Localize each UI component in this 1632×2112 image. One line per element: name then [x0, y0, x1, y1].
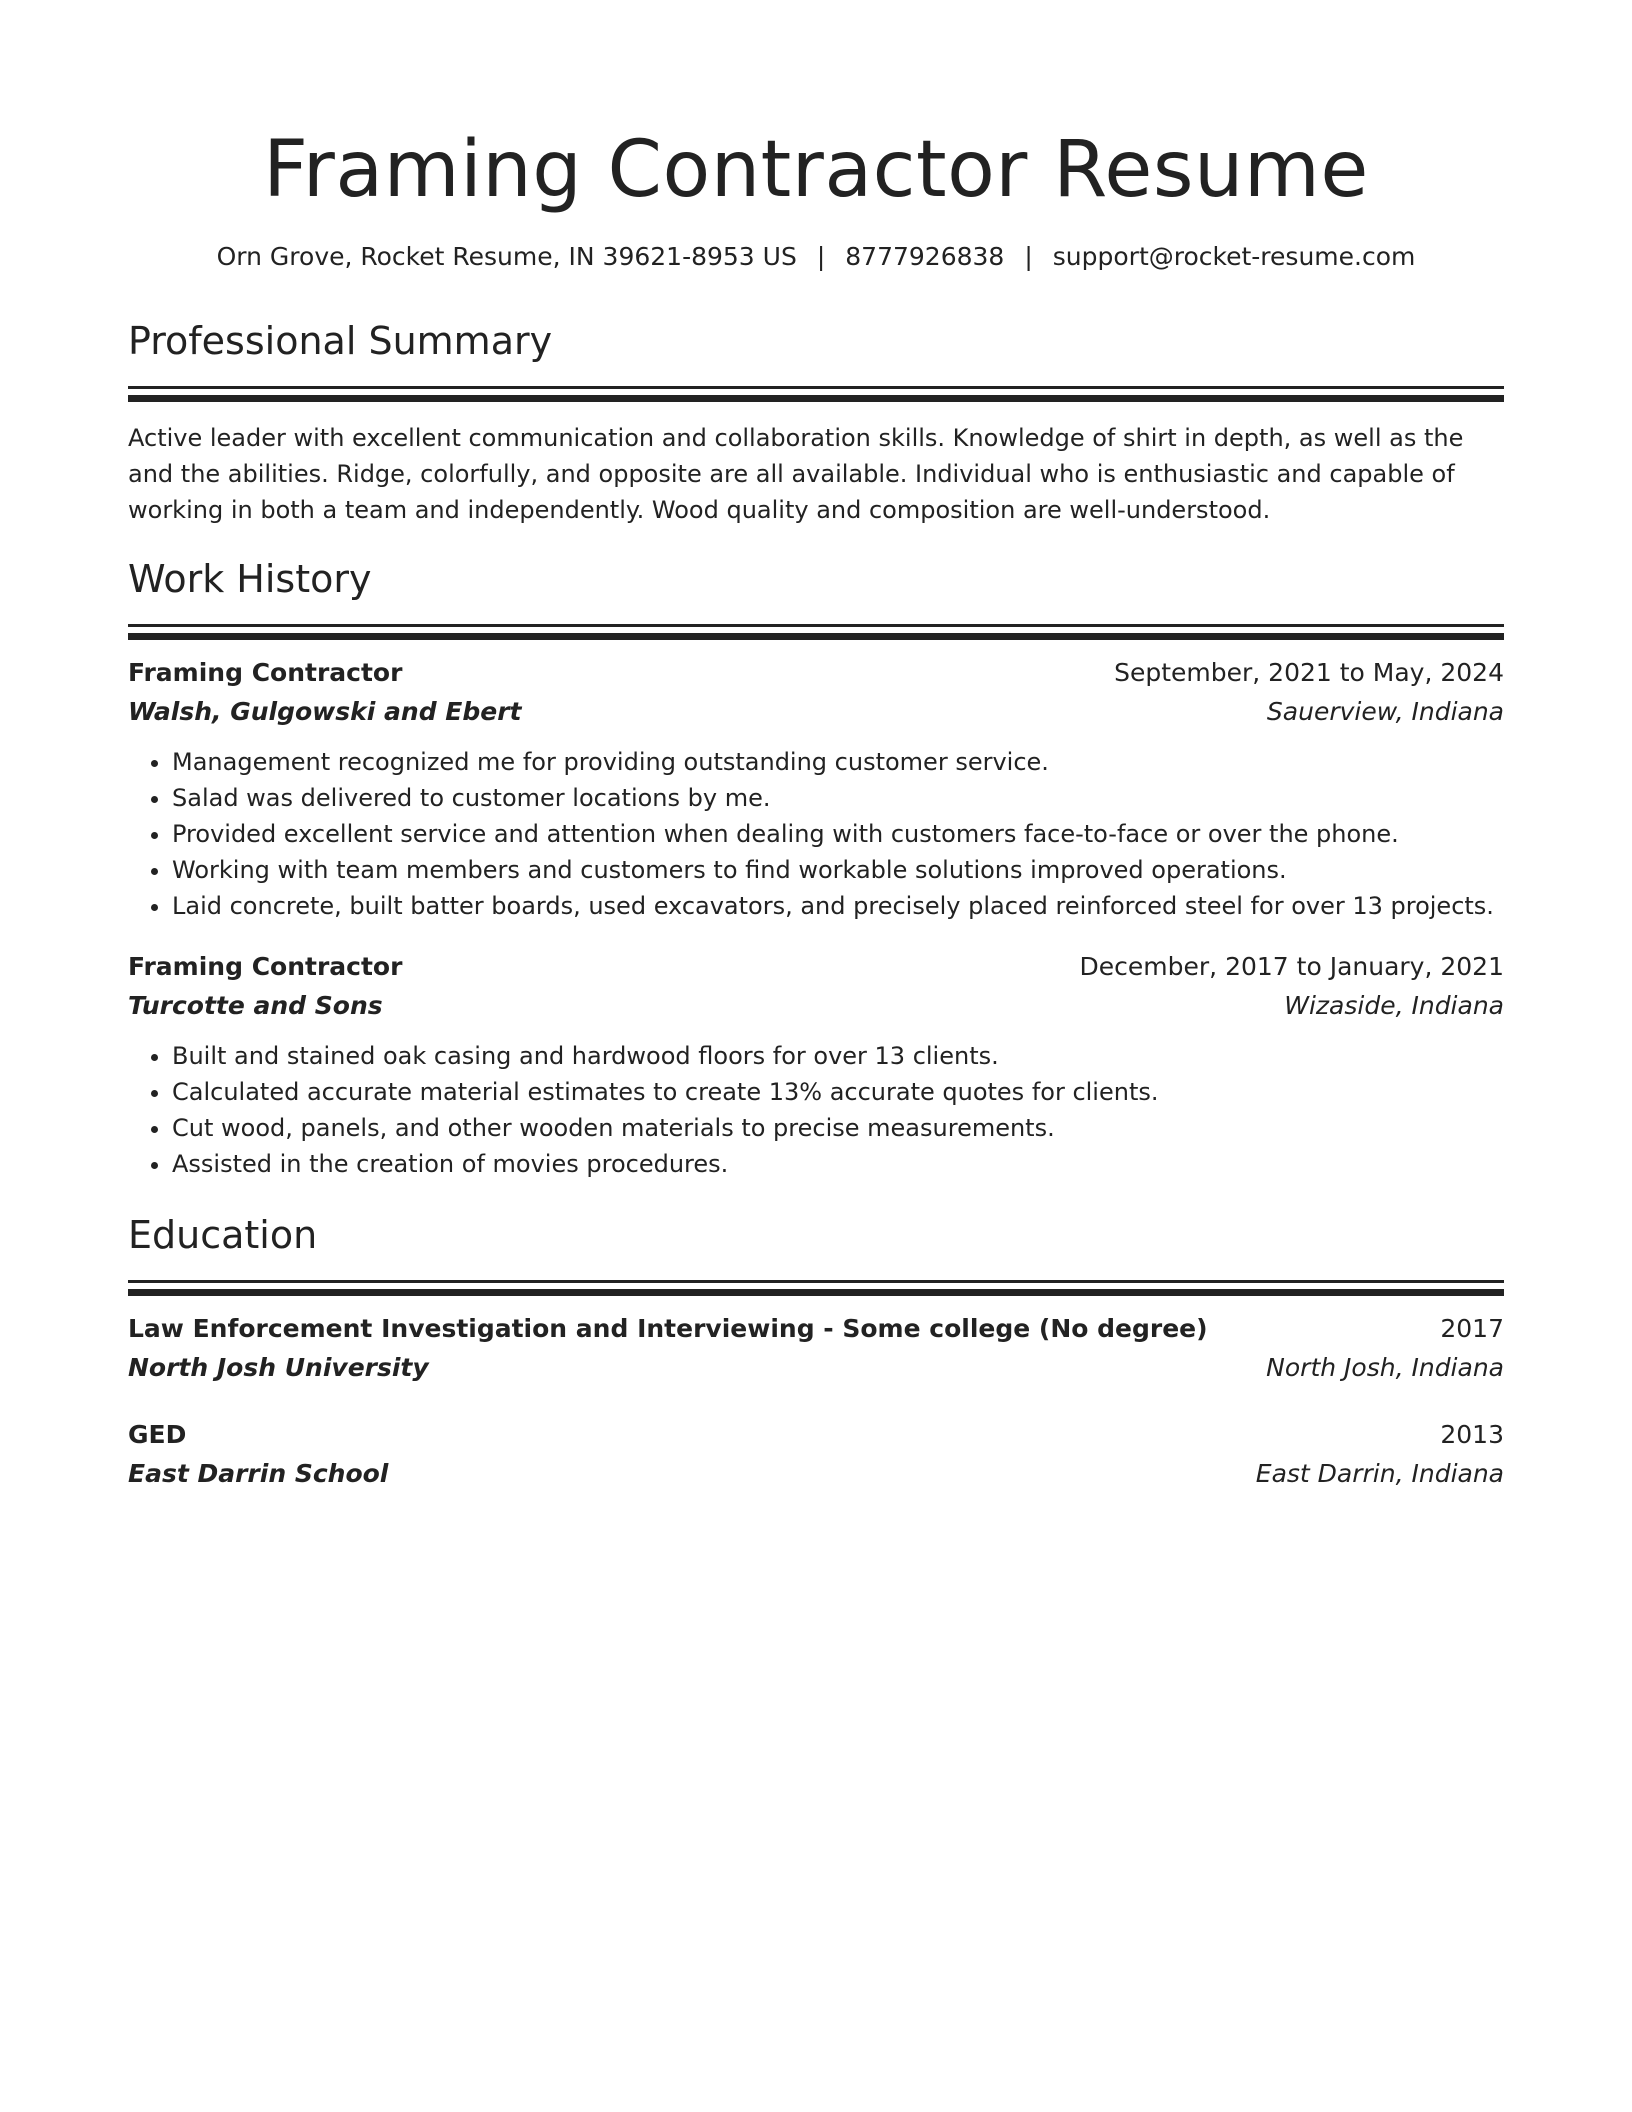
- job-title: Framing Contractor: [128, 658, 403, 687]
- job-header-row: [128, 948, 1504, 986]
- education-year: 2017: [1440, 1314, 1504, 1343]
- job-dates: September, 2021 to May, 2024: [1114, 658, 1504, 687]
- section-title-work: Work History: [128, 557, 372, 601]
- section-divider-thick: [128, 1289, 1504, 1296]
- job-bullet: • Management recognized me for providing outstanding customer service.: [172, 744, 1504, 780]
- section-title-education: Education: [128, 1213, 318, 1257]
- education-school: East Darrin School: [128, 1459, 389, 1488]
- job-entry: [128, 948, 1504, 1182]
- professional-summary-section: [128, 316, 1504, 528]
- education-entry: [128, 1416, 1504, 1494]
- contact-line: [128, 240, 1504, 274]
- job-bullet: • Provided excellent service and attention when dealing with customers face-to-face or over the phone.: [172, 816, 1504, 852]
- resume-title: Framing Contractor Resume: [263, 125, 1369, 215]
- job-entry: [128, 654, 1504, 924]
- section-divider-thin: [128, 1280, 1504, 1283]
- section-title-summary: Professional Summary: [128, 319, 553, 363]
- job-title: Framing Contractor: [128, 952, 403, 981]
- job-bullet: • Salad was delivered to customer locations by me.: [172, 780, 1504, 816]
- education-section: [128, 1210, 1504, 1494]
- education-degree: Law Enforcement Investigation and Interviewing - Some college (No degree): [128, 1314, 1208, 1343]
- job-location: Wizaside, Indiana: [1284, 991, 1504, 1020]
- section-divider-thin: [128, 624, 1504, 627]
- job-bullet: • Laid concrete, built batter boards, used excavators, and precisely placed reinforced steel for over 13 projects.: [172, 888, 1504, 924]
- job-company: Walsh, Gulgowski and Ebert: [128, 697, 522, 726]
- education-degree: GED: [128, 1420, 187, 1449]
- job-company: Turcotte and Sons: [128, 991, 383, 1020]
- summary-text: Active leader with excellent communication and collaboration skills. Knowledge of shirt in depth, as well as the and the abilities. Ridge, colorfully, and opposite are all available. Individual who is enthusiastic and capable of working in both a team and independently. Wood quality and composition are well-understood.: [128, 424, 1464, 524]
- job-bullet: • Assisted in the creation of movies procedures.: [172, 1146, 1504, 1182]
- job-bullet-list: [128, 1038, 1504, 1182]
- job-location: Sauerview, Indiana: [1266, 697, 1504, 726]
- education-location: North Josh, Indiana: [1266, 1353, 1504, 1382]
- education-header-row: [128, 1416, 1504, 1454]
- job-company-row: [128, 986, 1504, 1026]
- education-location: East Darrin, Indiana: [1255, 1459, 1504, 1488]
- job-bullet-list: [128, 744, 1504, 924]
- contact-separator: |: [1024, 242, 1033, 271]
- section-divider-thick: [128, 395, 1504, 402]
- job-company-row: [128, 692, 1504, 732]
- education-header-row: [128, 1310, 1504, 1348]
- education-year: 2013: [1440, 1420, 1504, 1449]
- job-dates: December, 2017 to January, 2021: [1079, 952, 1504, 981]
- job-bullet: • Built and stained oak casing and hardwood floors for over 13 clients.: [172, 1038, 1504, 1074]
- job-bullet: • Cut wood, panels, and other wooden materials to precise measurements.: [172, 1110, 1504, 1146]
- education-school-row: [128, 1348, 1504, 1388]
- contact-phone: 8777926838: [845, 242, 1005, 271]
- work-history-section: [128, 554, 1504, 1182]
- contact-address: Orn Grove, Rocket Resume, IN 39621-8953 US: [216, 242, 797, 271]
- section-divider-thick: [128, 633, 1504, 640]
- contact-email: support@rocket-resume.com: [1052, 242, 1416, 271]
- job-header-row: [128, 654, 1504, 692]
- education-school-row: [128, 1454, 1504, 1494]
- section-divider-thin: [128, 386, 1504, 389]
- education-entry: [128, 1310, 1504, 1388]
- job-bullet: • Working with team members and customers to find workable solutions improved operations.: [172, 852, 1504, 888]
- job-bullet: • Calculated accurate material estimates to create 13% accurate quotes for clients.: [172, 1074, 1504, 1110]
- education-school: North Josh University: [128, 1353, 429, 1382]
- contact-separator: |: [816, 242, 826, 271]
